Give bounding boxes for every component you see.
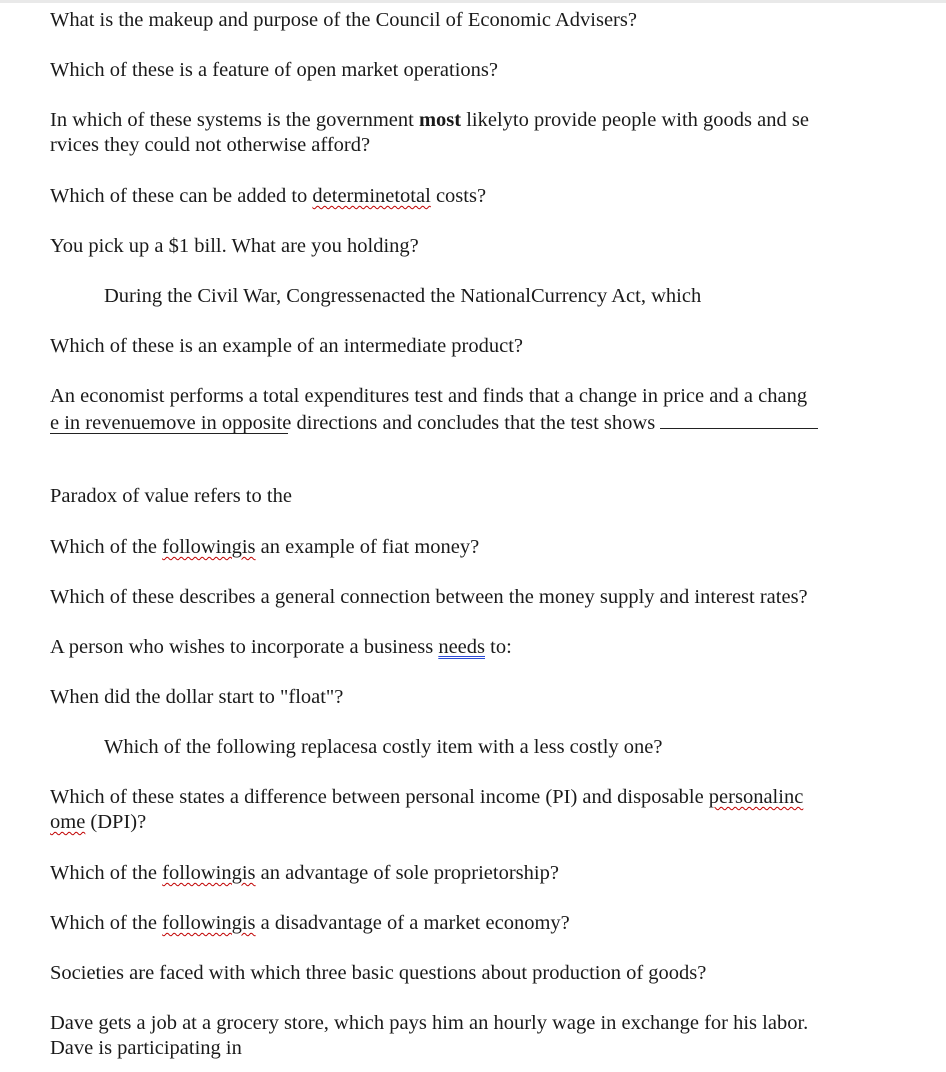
grammar-error-mark[interactable]: needs [438,636,485,658]
question-18: Societies are faced with which three basic questions about production of goods? [50,962,707,984]
question-14: Which of the following replacesa costly item with a less costly one? [104,736,663,758]
question-17: Which of the followingis a disadvantage of a market economy? [50,912,570,934]
question-11: Which of these describes a general connection between the money supply and interest rates? [50,586,808,608]
question-5: You pick up a $1 bill. What are you holding? [50,235,419,257]
question-9: Paradox of value refers to the [50,485,292,507]
question-12: A person who wishes to incorporate a business needs to: [50,636,512,658]
top-border [0,0,946,3]
spelling-error-mark[interactable]: followingis [162,912,256,934]
question-10: Which of the followingis an example of fiat money? [50,536,480,558]
question-3-rest: likelyto provide people with goods and se rvices they could not otherwise afford? [50,109,809,156]
question-16: Which of the followingis an advantage of sole proprietorship? [50,862,559,884]
spelling-error-mark[interactable]: personalinc [708,786,804,808]
question-19: Dave gets a job at a grocery store, which pays him an hourly wage in exchange for his labor. Dave is participating in [50,1012,809,1059]
question-13: When did the dollar start to "float"? [50,686,344,708]
spelling-error-mark[interactable]: followingis [162,862,256,884]
question-1: What is the makeup and purpose of the Council of Economic Advisers? [50,9,637,31]
question-6: During the Civil War, Congressenacted the NationalCurrency Act, which [104,285,702,307]
question-8-line-2: e in revenuemove in opposite directions and concludes that the test shows [50,412,656,434]
spelling-error-mark[interactable]: ome [50,811,86,833]
question-2: Which of these is a feature of open market operations? [50,59,498,81]
spelling-error-mark[interactable]: determinetotal [312,185,431,207]
question-8 [50,384,855,436]
question-4: Which of these can be added to determinetotal costs? [50,185,487,207]
question-15: Which of these states a difference between personal income (PI) and disposable personalinc ome (DPI)? [50,786,804,833]
answer-blank-rule [50,433,288,434]
spelling-error-mark[interactable]: followingis [162,536,256,558]
question-8-line-1: An economist performs a total expenditures test and finds that a change in price and a chang [50,385,808,407]
question-7: Which of these is an example of an intermediate product? [50,335,524,357]
answer-blank[interactable] [660,409,818,429]
question-3: In which of these systems is the government most likelyto provide people with goods and se rvices they could not otherwise afford? [50,109,809,156]
emphasis-most: most [418,109,462,131]
